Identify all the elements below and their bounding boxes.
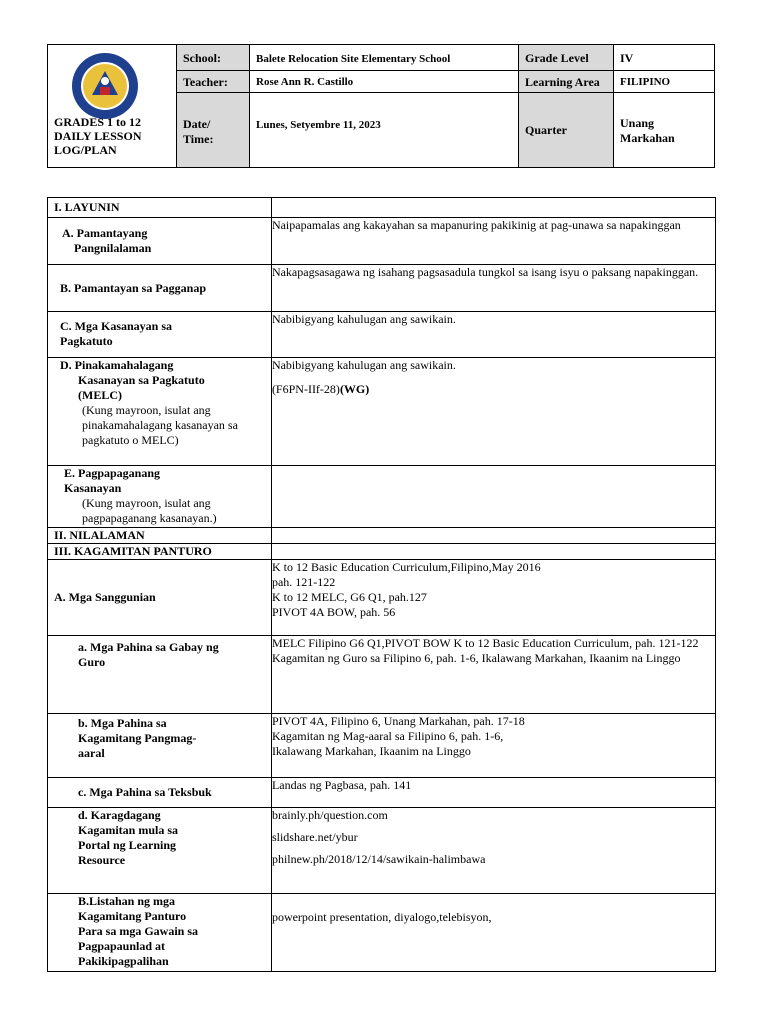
section-kagamitan-panturo: III. KAGAMITAN PANTURO	[48, 544, 272, 560]
value-line: K to 12 MELC, G6 Q1, pah.127	[271, 590, 427, 604]
value-kasanayan-pagkatuto: Nabibigyang kahulugan ang sawikain.	[271, 312, 715, 358]
label-line: b. Mga Pahina sa	[78, 716, 167, 730]
quarter-value	[614, 93, 715, 168]
label-pamantayan-pagganap: B. Pamantayan sa Pagganap	[48, 265, 272, 312]
melc-code: (F6PN-IIf-28)	[271, 382, 340, 396]
grade-label: Grade Level	[519, 45, 614, 71]
label-line: Kagamitang Panturo	[78, 909, 187, 923]
value-line: Kagamitan ng Mag-aaral sa Filipino 6, pah. 1-6,	[271, 729, 504, 743]
value-listahan-kagamitang-panturo: powerpoint presentation, diyalogo,telebisyon,	[271, 894, 715, 972]
value-kagamitang-pangmag-aaral	[271, 714, 715, 778]
label-line: D. Pinakamahalagang	[60, 358, 174, 372]
label-line: A. Pamantayang	[62, 226, 148, 240]
label-line: Kasanayan	[64, 481, 122, 495]
label-gabay-guro	[48, 636, 272, 714]
quarter-value-line: Unang	[620, 116, 655, 130]
label-line: Guro	[78, 655, 106, 669]
link-text: philnew.ph/2018/12/14/sawikain-halimbawa	[271, 852, 486, 866]
value-line: Nabibigyang kahulugan ang sawikain.	[271, 358, 456, 372]
title-line: LOG/PLAN	[54, 143, 117, 157]
title-line: GRADES 1 to 12	[54, 115, 142, 129]
value-melc	[271, 358, 715, 466]
value-line: K to 12 Basic Education Curriculum,Filipino,May 2016	[271, 560, 541, 574]
value-sanggunian	[271, 560, 715, 636]
label-note: (Kung mayroon, isulat ang pinakamahalagang kasanayan sa pagkatuto o MELC)	[82, 403, 238, 447]
section-layunin: I. LAYUNIN	[48, 198, 272, 218]
label-sanggunian: A. Mga Sanggunian	[48, 560, 272, 636]
value-line: Kagamitan ng Guro sa Filipino 6, pah. 1-6, Ikalawang Markahan, Ikaanim na Linggo	[271, 651, 681, 665]
date-label	[177, 93, 250, 168]
teacher-value: Rose Ann R. Castillo	[250, 71, 519, 93]
label-line: d. Karagdagang	[78, 808, 161, 822]
teacher-label: Teacher:	[177, 71, 250, 93]
label-listahan-kagamitang-panturo	[48, 894, 272, 972]
label-line: Kagamitan mula sa	[78, 823, 179, 837]
label-kagamitang-pangmag-aaral	[48, 714, 272, 778]
label-line: (MELC)	[78, 388, 122, 402]
title-line: DAILY LESSON	[54, 129, 142, 143]
label-line: Portal ng Learning	[78, 838, 176, 852]
date-label-line: Date/	[183, 117, 211, 131]
empty-cell	[271, 528, 715, 544]
label-line: E. Pagpapaganang	[64, 466, 161, 480]
value-line: PIVOT 4A BOW, pah. 56	[271, 605, 396, 619]
date-value: Lunes, Setyembre 11, 2023	[250, 93, 519, 168]
label-line: Para sa mga Gawain sa	[78, 924, 198, 938]
grade-value: IV	[614, 45, 715, 71]
label-line: a. Mga Pahina sa Gabay ng	[78, 640, 219, 654]
label-note: (Kung mayroon, isulat ang pagpapaganang kasanayan.)	[82, 496, 217, 525]
school-label: School:	[177, 45, 250, 71]
melc-code-tag: (WG)	[339, 382, 370, 396]
link-text: brainly.ph/question.com	[271, 808, 388, 822]
value-line: PIVOT 4A, Filipino 6, Unang Markahan, pah. 17-18	[271, 714, 525, 728]
label-line: aaral	[78, 746, 105, 760]
label-line: B.Listahan ng mga	[78, 894, 176, 908]
deped-seal-icon	[70, 51, 140, 121]
value-teksbuk: Landas ng Pagbasa, pah. 141	[271, 778, 715, 808]
empty-cell	[271, 198, 715, 218]
document-title	[54, 115, 141, 157]
title-cell	[48, 45, 177, 168]
value-pamantayang-pangnilalaman: Naipapamalas ang kakayahan sa mapanuring pakikinig at pag-unawa sa napakinggan	[271, 218, 715, 265]
value-line: Ikalawang Markahan, Ikaanim na Linggo	[271, 744, 471, 758]
value-gabay-guro	[271, 636, 715, 714]
value-line: MELC Filipino G6 Q1,PIVOT BOW K to 12 Basic Education Curriculum, pah. 121-122	[271, 636, 699, 650]
empty-cell	[271, 544, 715, 560]
value-portal-learning-resource	[271, 808, 715, 894]
label-line: Kasanayan sa Pagkatuto	[78, 373, 205, 387]
label-line: Pakikipagpalihan	[78, 954, 169, 968]
school-value: Balete Relocation Site Elementary School	[250, 45, 519, 71]
area-value: FILIPINO	[614, 71, 715, 93]
date-label-line: Time:	[183, 132, 214, 146]
label-line: Pagpapaunlad at	[78, 939, 166, 953]
label-line: C. Mga Kasanayan sa	[60, 319, 173, 333]
area-label: Learning Area	[519, 71, 614, 93]
section-nilalaman: II. NILALAMAN	[48, 528, 272, 544]
label-pamantayang-pangnilalaman	[48, 218, 272, 265]
label-line: Pagkatuto	[60, 334, 113, 348]
quarter-label: Quarter	[519, 93, 614, 168]
link-text: slidshare.net/ybur	[271, 830, 358, 844]
header-table	[47, 44, 715, 168]
label-line: Resource	[78, 853, 126, 867]
label-portal-learning-resource	[48, 808, 272, 894]
value-line: pah. 121-122	[271, 575, 336, 589]
empty-cell	[271, 466, 715, 528]
value-pamantayan-pagganap: Nakapagsasagawa ng isahang pagsasadula tungkol sa isang isyu o paksang napakinggan.	[271, 265, 715, 312]
label-teksbuk: c. Mga Pahina sa Teksbuk	[48, 778, 272, 808]
quarter-value-line: Markahan	[620, 131, 675, 145]
label-line: Kagamitang Pangmag-	[78, 731, 197, 745]
label-kasanayan-pagkatuto	[48, 312, 272, 358]
label-melc	[48, 358, 272, 466]
lesson-plan-table	[47, 197, 716, 972]
label-line: Pangnilalaman	[74, 241, 152, 255]
label-pagpapaganang-kasanayan	[48, 466, 272, 528]
